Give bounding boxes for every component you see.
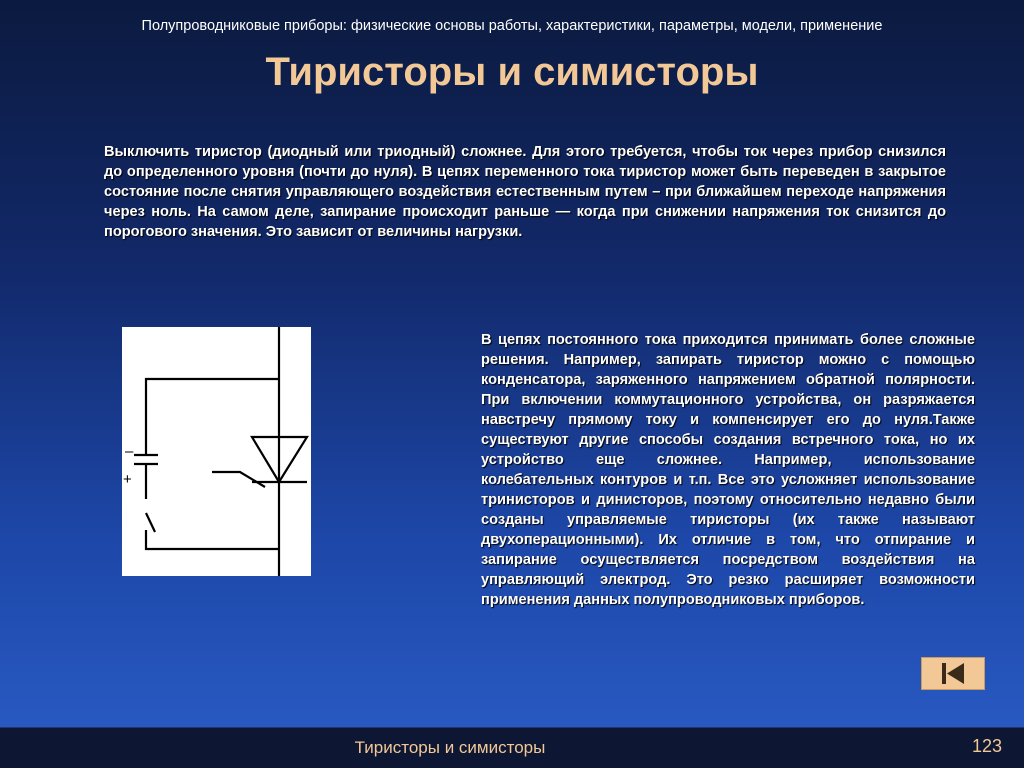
footer-title: Тиристоры и симисторы bbox=[354, 738, 546, 757]
page-number: 123 bbox=[971, 736, 1002, 756]
capacitor-top-wire bbox=[146, 379, 279, 455]
switch-blade bbox=[146, 513, 155, 532]
footer-bar bbox=[0, 727, 1024, 768]
thyristor-circuit-diagram bbox=[122, 327, 311, 576]
slide-title: Тиристоры и симисторы bbox=[265, 50, 759, 94]
skip-to-start-icon bbox=[922, 658, 984, 689]
paragraph-ac-turnoff: Выключить тиристор (диодный или триодный) сложнее. Для этого требуется, чтобы ток через прибор снизился до определенного уровня (почти до нуля). В цепях переменного тока тиристор может быть переведен в закрытое состояние после снятия управляющего воздействия естественным путем – при ближайшем переходе напряжения через ноль. На самом деле, запирание происходит раньше — когда при снижении напряжения ток снизится до порогового значения. Это зависит от величины нагрузки. bbox=[104, 144, 946, 240]
presentation-caption: Полупроводниковые приборы: физические основы работы, характеристики, параметры, модели, применение bbox=[141, 18, 883, 34]
capacitor-minus-label: – bbox=[125, 443, 134, 460]
gate-electrode bbox=[212, 472, 265, 487]
paragraph-dc-turnoff: В цепях постоянного тока приходится принимать более сложные решения. Например, запирать тиристор можно с помощью конденсатора, заряженного напряжением обратной полярности. При включении коммутационного устройства, он разряжается навстречу прямому току и компенсирует его до нуля.Также существуют другие способы создания встречного тока, но их устройство еще сложнее. Например, использование колебательных контуров и т.п. Все это усложняет использование тринисторов и динисторов, поэтому относительно недавно были созданы управляемые тиристоры (их также называют двухоперационными). Их отличие в том, что отпирание и запирание осуществляется посредством воздействия на управляющий электрод. Это резко расширяет возможности применения данных полупроводниковых приборов. bbox=[481, 332, 975, 608]
go-to-first-slide-button[interactable] bbox=[921, 657, 985, 690]
circuit-svg bbox=[122, 327, 311, 576]
capacitor-plus-label: + bbox=[123, 471, 132, 488]
switch-bottom-wire bbox=[146, 530, 279, 549]
